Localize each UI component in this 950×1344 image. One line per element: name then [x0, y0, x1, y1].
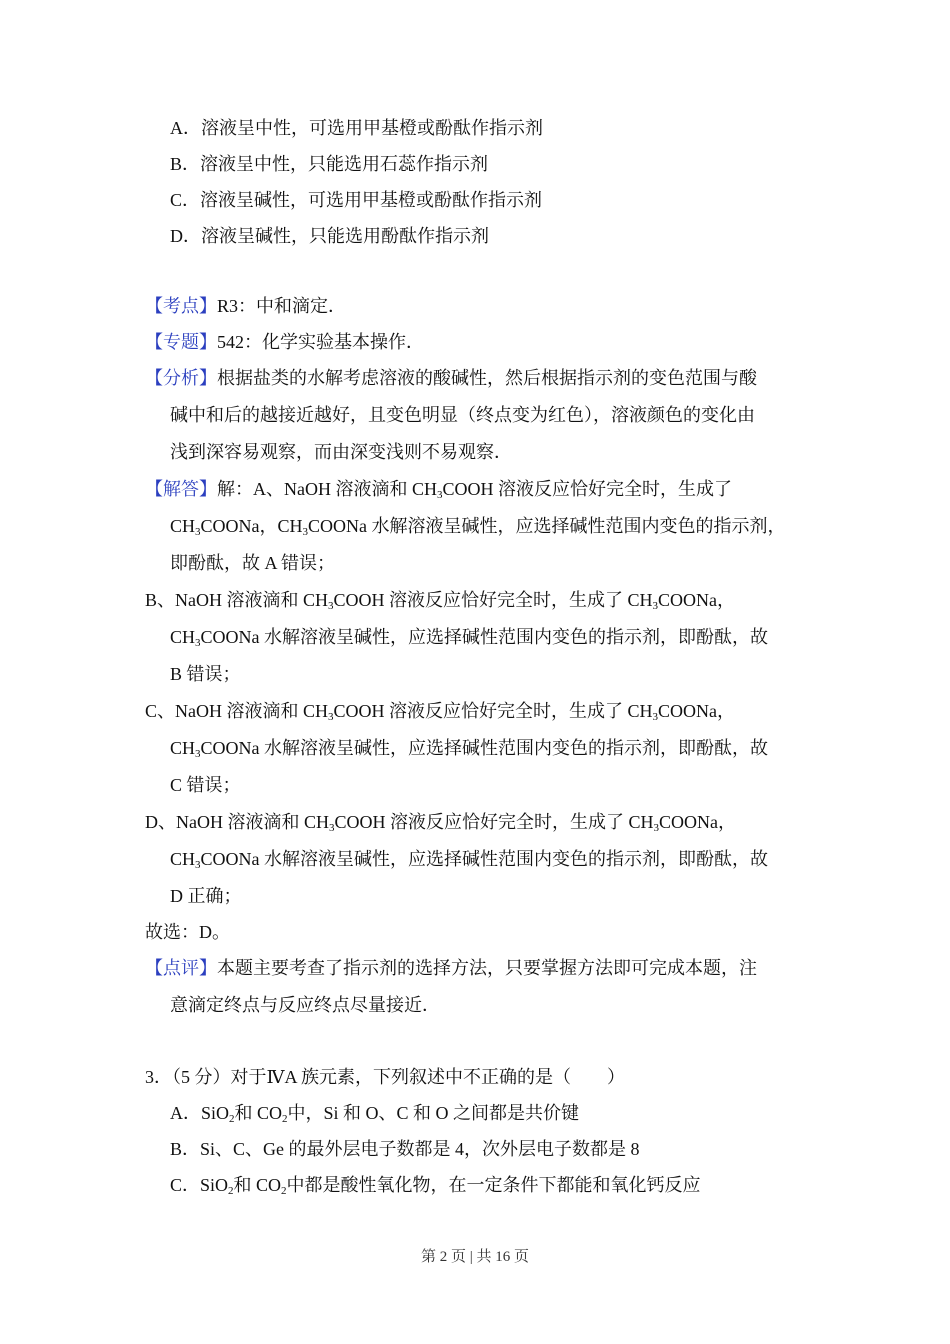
fenxi-tag: 【分析】: [145, 368, 217, 388]
dianping-tag: 【点评】: [145, 958, 217, 978]
jieda-b-line-1: B、NaOH 溶液滴和 $CH_3COOH$ 溶液反应恰好完全时，生成了 $CH_3COONa$，: [145, 590, 736, 612]
jieda-d-line-1: D、NaOH 溶液滴和 $CH_3COOH$ 溶液反应恰好完全时，生成了 $CH_3COONa$，: [145, 812, 737, 834]
dianping-line-2: 意滴定终点与反应终点尽量接近．: [170, 995, 440, 1015]
fenxi-line-1: 【分析】根据盐类的水解考虑溶液的酸碱性，然后根据指示剂的变色范围与酸: [145, 368, 757, 388]
jieda-a-line-2: $CH_3COONa$，$CH_3COONa$ 水解溶液呈碱性，应选择碱性范围内变色的指示剂，: [170, 516, 786, 538]
option-c: C．溶液呈碱性，可选用甲基橙或酚酞作指示剂: [170, 190, 543, 210]
fenxi-line-2: 碱中和后的越接近越好，且变色明显（终点变为红色），溶液颜色的变化由: [170, 405, 755, 425]
question3-option-b: B．Si、C、Ge 的最外层电子数都是 4，次外层电子数都是 8: [170, 1139, 640, 1159]
option-b: B．溶液呈中性，只能选用石蕊作指示剂: [170, 154, 489, 174]
jieda-c-line-1: C、NaOH 溶液滴和 $CH_3COOH$ 溶液反应恰好完全时，生成了 $CH_3COONa$，: [145, 701, 736, 723]
jieda-a-line-3: 即酚酞，故 A 错误；: [170, 553, 336, 573]
zhuanti-line: [145, 331, 424, 353]
page-footer: 第 2 页 | 共 16 页: [420, 1249, 529, 1265]
jieda-c-line-2: $CH_3COONa$ 水解溶液呈碱性，应选择碱性范围内变色的指示剂，即酚酞，故: [170, 738, 769, 760]
option-a: A．溶液呈中性，可选用甲基橙或酚酞作指示剂: [170, 118, 543, 138]
question3-option-c: C．SiO$_2$和 $CO_2$中都是酸性氧化物，在一定条件下都能和氧化钙反应: [170, 1175, 701, 1197]
conclusion: 故选：D。: [145, 922, 230, 942]
jieda-c-line-3: C 错误；: [170, 775, 241, 795]
fenxi-line-3: 浅到深容易观察，而由深变浅则不易观察．: [170, 442, 512, 462]
jieda-tag: 【解答】: [145, 479, 217, 499]
jieda-b-line-3: B 错误；: [170, 664, 241, 684]
jieda-d-line-2: $CH_3COONa$ 水解溶液呈碱性，应选择碱性范围内变色的指示剂，即酚酞，故: [170, 849, 769, 871]
jieda-a-line-1: 【解答】解：A、NaOH 溶液滴和 $CH_3COOH$ 溶液反应恰好完全时，生成了: [145, 479, 733, 501]
kaodian-tag: 【考点】: [145, 296, 217, 316]
jieda-b-line-2: $CH_3COONa$ 水解溶液呈碱性，应选择碱性范围内变色的指示剂，即酚酞，故: [170, 627, 769, 649]
question3-option-a: A．SiO$_2$和 $CO_2$中，Si 和 O、C 和 O 之间都是共价键: [170, 1103, 580, 1125]
kaodian-text: R3：中和滴定．: [217, 296, 347, 316]
jieda-d-line-3: D 正确；: [170, 886, 242, 906]
kaodian-line: [145, 295, 346, 317]
zhuanti-tag: 【专题】: [145, 332, 217, 352]
zhuanti-text: 542：化学实验基本操作．: [217, 332, 424, 352]
dianping-line-1: 【点评】本题主要考查了指示剂的选择方法，只要掌握方法即可完成本题，注: [145, 958, 757, 978]
question3-stem: 3．（5 分）对于ⅣA 族元素，下列叙述中不正确的是（ ）: [145, 1067, 625, 1087]
option-d: D．溶液呈碱性，只能选用酚酞作指示剂: [170, 226, 489, 246]
